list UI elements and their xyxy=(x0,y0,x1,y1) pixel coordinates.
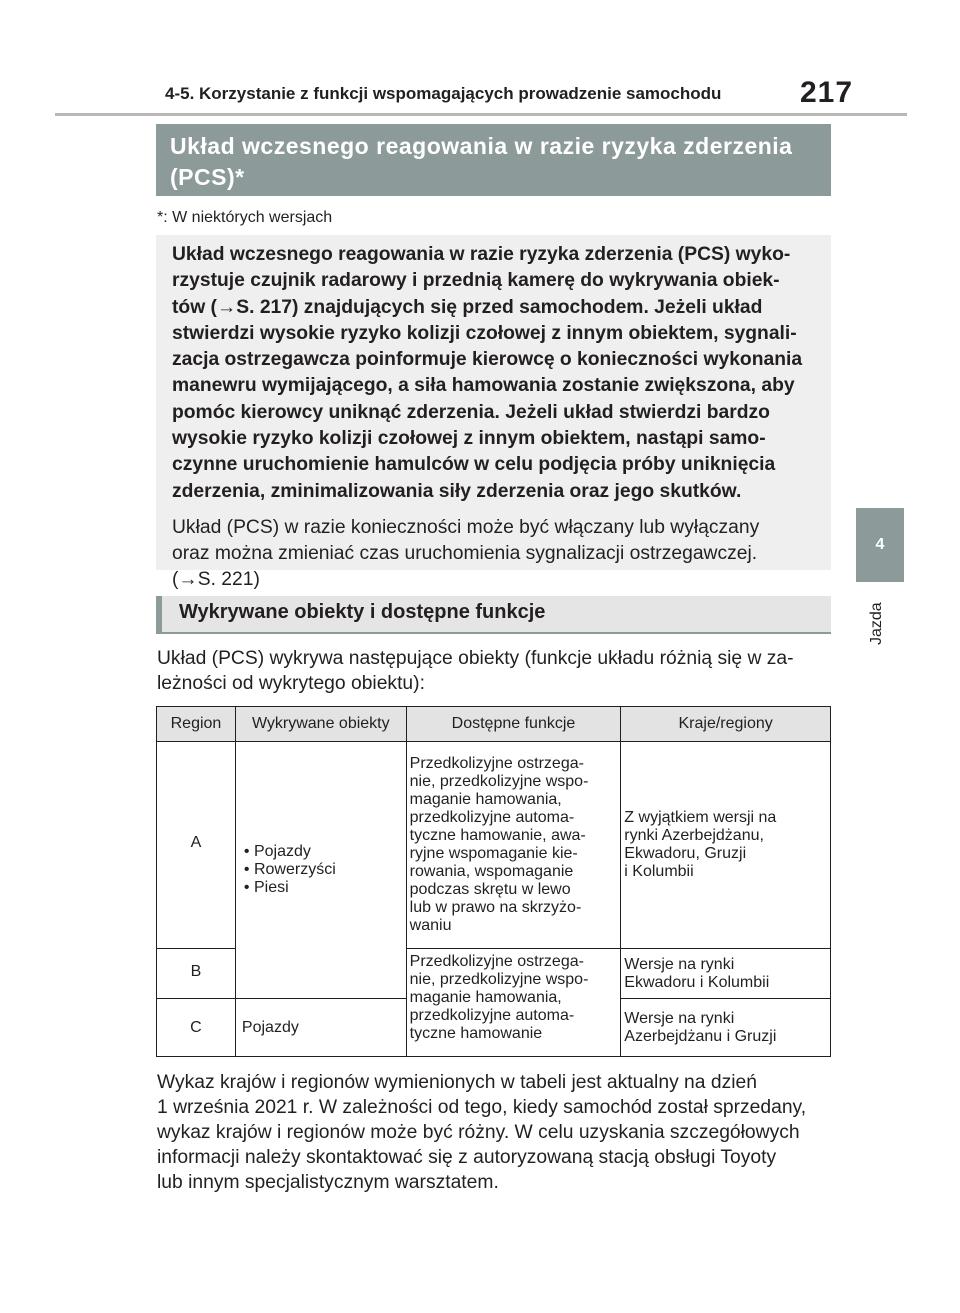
countries-cell xyxy=(621,999,831,1057)
subsection-title: Wykrywane obiekty i dostępne funkcje xyxy=(156,596,831,634)
countries-cell xyxy=(621,949,831,999)
cell-line: rowania, wspomaganie xyxy=(409,863,574,880)
text-line: wysokie ryzyko kolizji czołowej z innym obiektem, nastąpi samo- xyxy=(172,428,766,450)
text-line: Układ (PCS) w razie konieczności może być włączany lub wyłączany xyxy=(172,516,760,538)
text-line: stwierdzi wysokie ryzyko kolizji czołowej z innym obiektem, sygnali- xyxy=(172,322,797,344)
text-line: pomóc kierowcy uniknąć zderzenia. Jeżeli układ stwierdzi bardzo xyxy=(172,401,770,423)
list-item: • Pojazdy xyxy=(243,843,311,860)
text-line: rzystuje czujnik radarowy i przednią kamerę do wykrywania obiek- xyxy=(172,270,780,292)
cell-line: tyczne hamowanie, awa- xyxy=(409,827,586,844)
region-cell: A xyxy=(157,742,236,949)
cell-line: Z wyjątkiem wersji na xyxy=(624,809,777,826)
subsection-underline xyxy=(156,632,831,634)
closing-line: lub innym specjalistycznym warsztatem. xyxy=(157,1172,499,1193)
closing-line: 1 września 2021 r. W zależności od tego, kiedy samochód został sprzedany, xyxy=(157,1097,807,1118)
cell-line: maganie hamowania, xyxy=(409,791,562,808)
closing-line: wykaz krajów i regionów może być różny. W celu uzyskania szczegółowych xyxy=(157,1122,800,1143)
header-functions: Dostępne funkcje xyxy=(406,707,621,742)
header-divider xyxy=(55,113,907,116)
page-reference-link[interactable]: (→S. 221) xyxy=(172,568,260,590)
info-box xyxy=(156,235,831,590)
cell-line: podczas skrętu w lewo xyxy=(409,881,571,898)
cell-line: Ekwadoru, Gruzji xyxy=(624,845,747,862)
text-line: tów (→S. 217) znajdujących się przed samochodem. Jeżeli układ xyxy=(172,296,763,318)
list-item: • Piesi xyxy=(243,879,289,896)
cell-line: tyczne hamowanie xyxy=(409,1025,543,1042)
section-title-line: Układ wczesnego reagowania w razie ryzyka zderzenia xyxy=(170,133,793,159)
cell-line: rynki Azerbejdżanu, xyxy=(624,827,764,844)
closing-line: informacji należy skontaktować się z autoryzowaną stacją obsługi Toyoty xyxy=(157,1147,777,1168)
info-plain-text xyxy=(172,515,815,593)
objects-cell xyxy=(235,742,406,999)
cell-line: przedkolizyjne automa- xyxy=(409,1007,575,1024)
list-item: • Rowerzyści xyxy=(243,861,336,878)
page-number: 217 xyxy=(800,76,854,109)
text-line: manewru wymijającego, a siła hamowania zostanie zwiększona, aby xyxy=(172,375,795,397)
cell-line: ryjne wspomaganie kie- xyxy=(409,845,578,862)
objects-list xyxy=(244,843,402,897)
cell-line: Azerbejdżanu i Gruzji xyxy=(624,1027,777,1045)
info-bold-text xyxy=(172,242,815,505)
objects-cell: Pojazdy xyxy=(235,999,406,1057)
closing-line: Wykaz krajów i regionów wymienionych w tabeli jest aktualny na dzień xyxy=(157,1072,757,1093)
chapter-tab-label: Jazda xyxy=(868,602,885,645)
cell-line: przedkolizyjne automa- xyxy=(409,809,575,826)
cell-line: lub w prawo na skrzyżo- xyxy=(409,899,582,916)
cell-line: waniu xyxy=(409,917,452,934)
region-cell: B xyxy=(157,949,236,999)
functions-cell xyxy=(406,742,621,949)
header-objects: Wykrywane obiekty xyxy=(235,707,406,742)
cell-line: Wersje na rynki xyxy=(624,1009,735,1027)
table-header-row xyxy=(157,707,831,742)
region-cell: C xyxy=(157,999,236,1057)
cell-line: Ekwadoru i Kolumbii xyxy=(624,973,770,991)
footnote: *: W niektórych wersjach xyxy=(157,209,333,226)
text-line: czynne uruchomienie hamulców w celu podjęcia próby uniknięcia xyxy=(172,454,776,476)
chapter-tab[interactable]: 4 xyxy=(856,508,904,582)
text-line: zderzenia, zminimalizowania siły zderzenia oraz jego skutków. xyxy=(172,480,742,502)
countries-cell xyxy=(621,742,831,949)
table-row xyxy=(157,742,831,949)
section-title xyxy=(156,124,831,196)
cell-line: maganie hamowania, xyxy=(409,989,562,1006)
detection-table xyxy=(156,706,831,1057)
cell-line: nie, przedkolizyjne wspo- xyxy=(409,971,589,988)
cell-line: i Kolumbii xyxy=(624,863,694,880)
functions-cell xyxy=(406,949,621,1057)
cell-line: Przedkolizyjne ostrzega- xyxy=(409,953,584,970)
cell-line: Przedkolizyjne ostrzega- xyxy=(409,755,584,772)
text-line: zacja ostrzegawcza poinformuje kierowcę o konieczności wykonania xyxy=(172,349,803,371)
header-region: Region xyxy=(157,707,236,742)
text-line: Układ wczesnego reagowania w razie ryzyka zderzenia (PCS) wyko- xyxy=(172,244,791,265)
section-title-line: (PCS)* xyxy=(170,164,245,190)
intro-line: Układ (PCS) wykrywa następujące obiekty (funkcje układu różnią się w za- xyxy=(157,648,794,669)
running-header-title: 4-5. Korzystanie z funkcji wspomagających prowadzenie samochodu xyxy=(165,84,722,103)
intro-line: leżności od wykrytego obiektu): xyxy=(157,673,425,694)
text-line: oraz można zmieniać czas uruchomienia sygnalizacji ostrzegawczej. xyxy=(172,542,758,564)
cell-line: Wersje na rynki xyxy=(624,955,735,973)
cell-line: nie, przedkolizyjne wspo- xyxy=(409,773,589,790)
header-countries: Kraje/regiony xyxy=(621,707,831,742)
